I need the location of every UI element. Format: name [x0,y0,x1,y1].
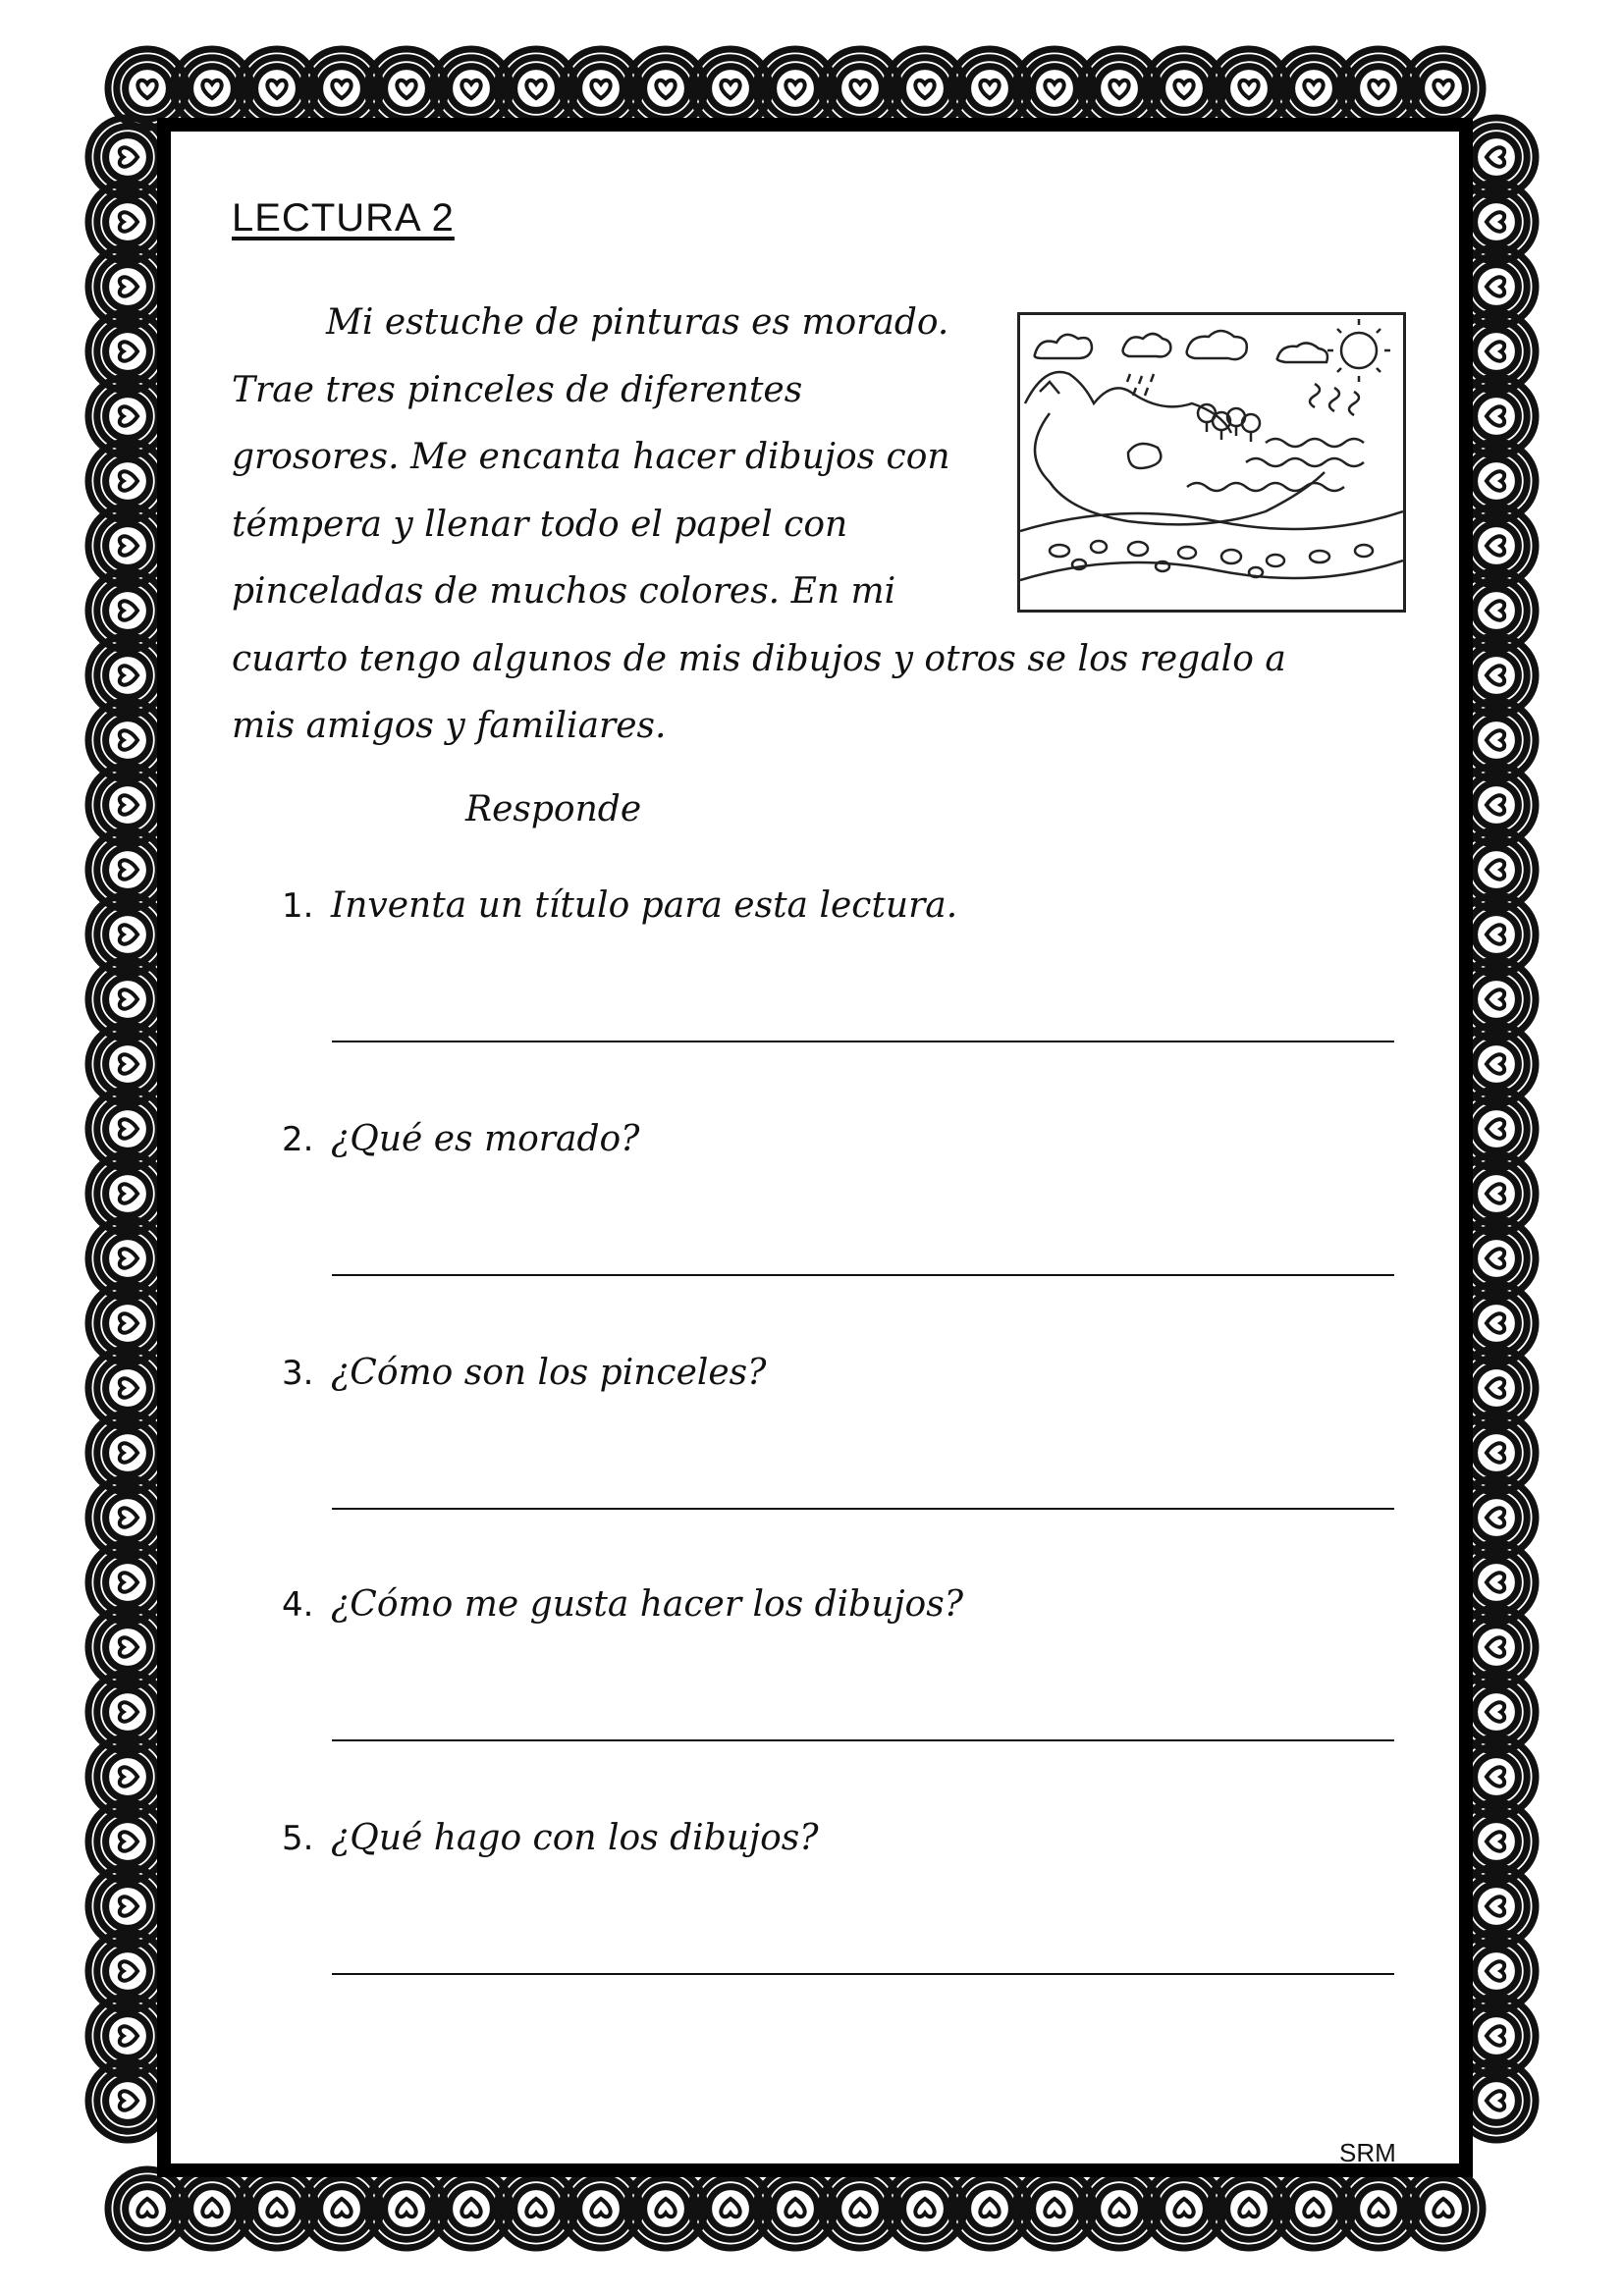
question-3 [282,1353,766,1393]
reading-line: pinceladas de muchos colores. En mi [232,571,896,612]
author-initials: SRM [1339,2138,1396,2167]
answer-line-5[interactable] [332,1973,1394,1975]
page-title: LECTURA 2 [232,196,455,240]
question-4 [282,1584,963,1625]
landscape-drawing-icon [1017,312,1406,613]
answer-line-1[interactable] [332,1041,1394,1042]
question-number: 5. [282,1819,314,1858]
answer-line-2[interactable] [332,1274,1394,1276]
question-text: ¿Cómo son los pinceles? [331,1353,767,1393]
reading-line: grosores. Me encanta hacer dibujos con [232,437,950,477]
question-text: ¿Cómo me gusta hacer los dibujos? [331,1584,964,1625]
section-heading-responde: Responde [465,789,642,829]
question-number: 2. [282,1120,314,1159]
question-2 [282,1119,639,1159]
reading-line: Trae tres pinceles de diferentes [232,369,803,410]
question-number: 1. [282,886,314,926]
scallop-heart-icon [1404,49,1483,128]
question-text: ¿Qué es morado? [331,1119,640,1159]
reading-line: témpera y llenar todo el papel con [232,504,848,545]
reading-line: mis amigos y familiares. [232,706,667,746]
answer-line-4[interactable] [332,1739,1394,1741]
answer-line-3[interactable] [332,1508,1394,1510]
reading-line: cuarto tengo algunos de mis dibujos y otros se los regalo a [232,638,1286,679]
question-number: 3. [282,1354,314,1393]
question-1 [282,885,957,926]
scallop-heart-icon [1404,2169,1483,2248]
reading-line: Mi estuche de pinturas es morado. [326,302,949,343]
scallop-heart-icon [88,2061,167,2140]
question-text: ¿Qué hago con los dibujos? [331,1818,819,1858]
question-text: Inventa un título para esta lectura. [331,885,958,926]
question-number: 4. [282,1585,314,1625]
question-5 [282,1818,819,1858]
